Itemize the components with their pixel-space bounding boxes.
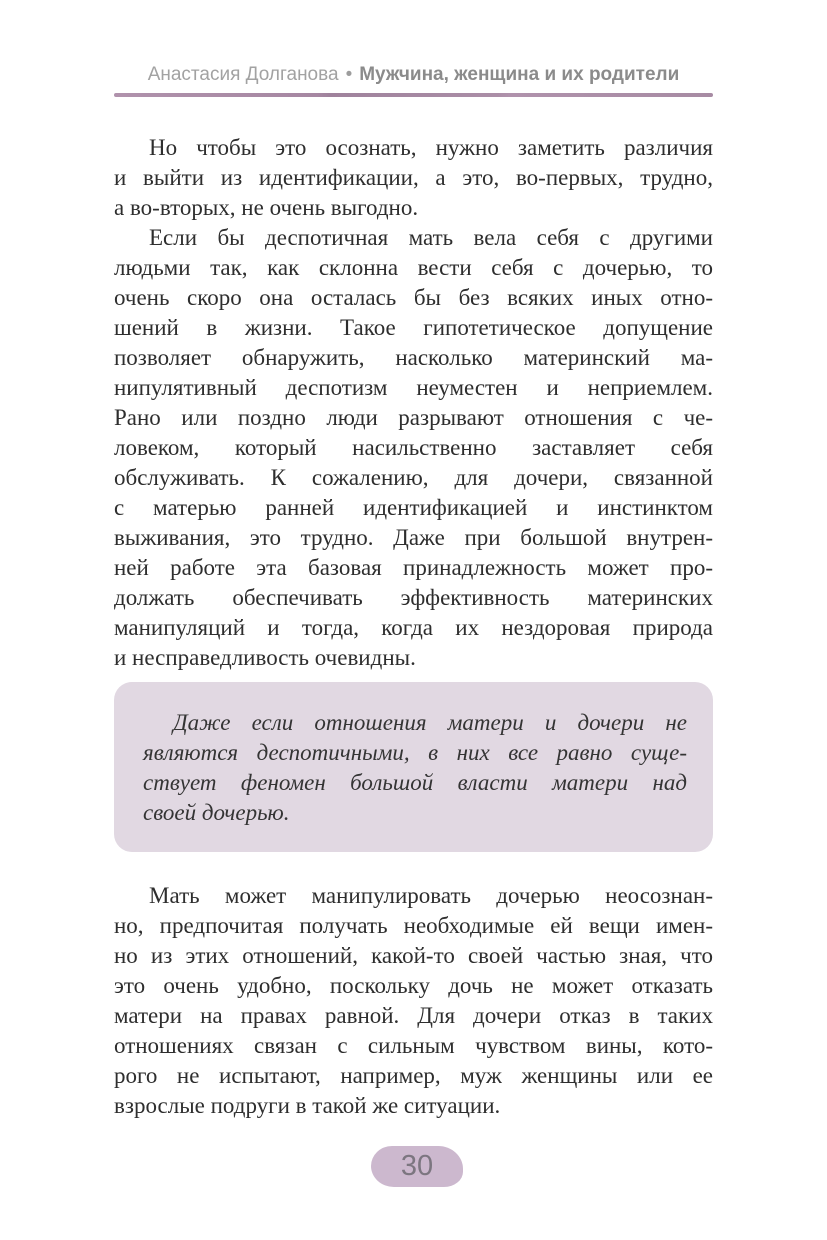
text-line: но из этих отношений, какой-то своей частью зная, что — [114, 943, 713, 968]
text-line: шений в жизни. Такое гипотетическое допущение — [114, 315, 713, 340]
paragraph — [114, 133, 713, 223]
text-line: своей дочерью. — [143, 800, 290, 825]
header-separator-bullet: • — [345, 64, 353, 85]
text-line: ствует феномен большой власти матери над — [143, 770, 687, 795]
page-number: 30 — [400, 1150, 434, 1182]
text-line: Рано или поздно люди разрывают отношения с че- — [114, 405, 713, 430]
text-line: а во-вторых, не очень выгодно. — [114, 195, 419, 220]
running-header — [114, 64, 713, 86]
text-line: но, предпочитая получать необходимые ей вещи имен- — [114, 913, 713, 938]
text-line: должать обеспечивать эффективность материнских — [114, 585, 713, 610]
text-line: рого не испытают, например, муж женщины или ее — [114, 1063, 713, 1088]
text-line: Мать может манипулировать дочерью неосознан- — [149, 883, 713, 908]
text-line: ловеком, который насильственно заставляет себя — [114, 435, 713, 460]
text-line: Если бы деспотичная мать вела себя с другими — [149, 225, 713, 250]
text-line: позволяет обнаружить, насколько материнский ма- — [114, 345, 713, 370]
text-line: являются деспотичными, в них все равно суще- — [143, 740, 687, 765]
text-line: Даже если отношения матери и дочери не — [173, 710, 687, 735]
paragraph — [114, 881, 713, 1121]
header-author: Анастасия Долганова — [147, 64, 339, 85]
text-line: ней работе эта базовая принадлежность может про- — [114, 555, 713, 580]
text-line: взрослые подруги в такой же ситуации. — [114, 1093, 501, 1118]
page-number-badge — [371, 1146, 463, 1187]
quote-box — [114, 682, 713, 852]
header-book-title: Мужчина, женщина и их родители — [359, 64, 680, 85]
text-line: с матерью ранней идентификацией и инстинктом — [114, 495, 713, 520]
page-body — [114, 133, 713, 1121]
text-line: Но чтобы это осознать, нужно заметить различия — [149, 135, 713, 160]
text-line: отношениях связан с сильным чувством вины, кото- — [114, 1033, 713, 1058]
text-line: выживания, это трудно. Даже при большой внутрен- — [114, 525, 713, 550]
paragraph — [114, 223, 713, 673]
text-line: обслуживать. К сожалению, для дочери, связанной — [114, 465, 713, 490]
text-line: нипулятивный деспотизм неуместен и неприемлем. — [114, 375, 713, 400]
text-line: манипуляций и тогда, когда их нездоровая природа — [114, 615, 713, 640]
header-rule-divider — [114, 93, 713, 97]
text-line: и выйти из идентификации, а это, во-первых, трудно, — [114, 165, 713, 190]
text-line: людьми так, как склонна вести себя с дочерью, то — [114, 255, 713, 280]
text-line: это очень удобно, поскольку дочь не может отказать — [114, 973, 713, 998]
text-line: очень скоро она осталась бы без всяких иных отно- — [114, 285, 713, 310]
text-line: и несправедливость очевидны. — [114, 645, 416, 670]
text-line: матери на правах равной. Для дочери отказ в таких — [114, 1003, 713, 1028]
